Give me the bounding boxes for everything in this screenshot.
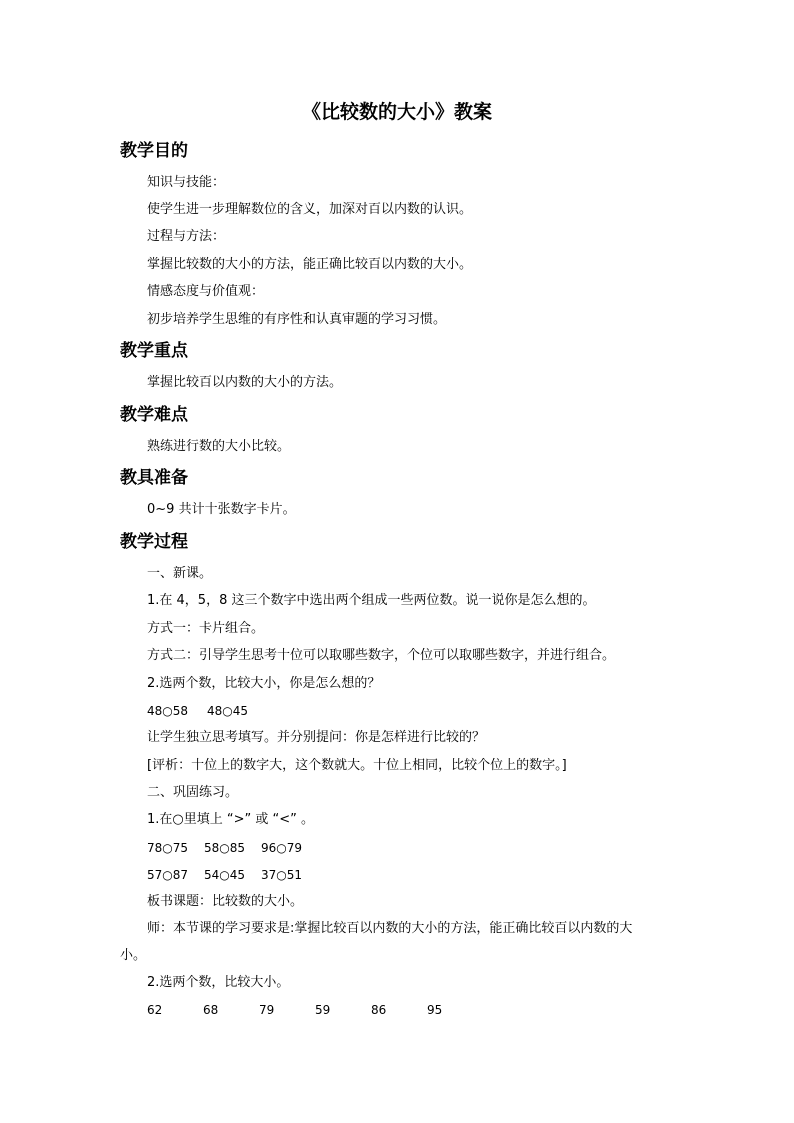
- exercise-item: 37○51: [261, 868, 303, 882]
- exercise-item: 58○85: [204, 841, 246, 855]
- process-line: 1.在 4，5，8 这三个数字中选出两个组成一些两位数。说一说你是怎么想的。: [147, 593, 596, 608]
- process-line: [评析：十位上的数字大，这个数就大。十位上相同，比较个位上的数字。]: [147, 758, 567, 773]
- difficulties-line: 熟练进行数的大小比较。: [147, 439, 291, 454]
- process-line: 二、巩固练习。: [147, 785, 239, 800]
- process-line: 方式二：引导学生思考十位可以取哪些数字，个位可以取哪些数字，并进行组合。: [147, 648, 616, 663]
- compare-item: 48○45: [207, 704, 249, 718]
- process-line: 一、新课。: [147, 566, 213, 581]
- materials-line: 0~9 共计十张数字卡片。: [147, 502, 296, 517]
- objectives-line: 初步培养学生思维的有序性和认真审题的学习习惯。: [147, 312, 447, 327]
- number-item: 68: [203, 1003, 219, 1017]
- teacher-line: 师：本节课的学习要求是:掌握比较百以内数的大小的方法，能正确比较百以内数的大: [147, 921, 633, 936]
- number-item: 79: [259, 1003, 275, 1017]
- heading-objectives: 教学目的: [120, 141, 188, 161]
- number-item: 62: [147, 1003, 163, 1017]
- objectives-line: 过程与方法：: [147, 229, 226, 244]
- heading-difficulties: 教学难点: [120, 405, 188, 425]
- exercise-item: 78○75: [147, 841, 189, 855]
- objectives-line: 知识与技能：: [147, 175, 226, 190]
- process-line: 方式一：卡片组合。: [147, 621, 265, 636]
- process-line: 板书课题：比较数的大小。: [147, 894, 304, 909]
- objectives-line: 使学生进一步理解数位的含义，加深对百以内数的认识。: [147, 202, 473, 217]
- heading-key-points: 教学重点: [120, 341, 188, 361]
- heading-materials: 教具准备: [120, 468, 188, 488]
- process-line: 2.选两个数，比较大小。: [147, 975, 290, 990]
- number-item: 59: [315, 1003, 331, 1017]
- teacher-line-continued: 小。: [120, 948, 147, 963]
- process-line: 1.在○里填上 “>” 或 “<” 。: [147, 812, 315, 827]
- compare-item: 48○58: [147, 704, 189, 718]
- exercise-item: 57○87: [147, 868, 189, 882]
- document-title: 《比较数的大小》教案: [301, 101, 492, 123]
- exercise-row: [147, 865, 302, 885]
- objectives-line: 情感态度与价值观：: [147, 284, 265, 299]
- number-item: 95: [427, 1003, 443, 1017]
- process-line: 2.选两个数，比较大小，你是怎么想的？: [147, 676, 381, 691]
- objectives-line: 掌握比较数的大小的方法，能正确比较百以内数的大小。: [147, 257, 473, 272]
- number-item: 86: [371, 1003, 387, 1017]
- exercise-item: 54○45: [204, 868, 246, 882]
- process-line: 让学生独立思考填写。并分别提问：你是怎样进行比较的？: [147, 730, 486, 745]
- key-points-line: 掌握比较百以内数的大小的方法。: [147, 375, 343, 390]
- heading-process: 教学过程: [120, 532, 188, 552]
- exercise-item: 96○79: [261, 841, 303, 855]
- compare-row: [147, 701, 248, 721]
- exercise-row: [147, 838, 302, 858]
